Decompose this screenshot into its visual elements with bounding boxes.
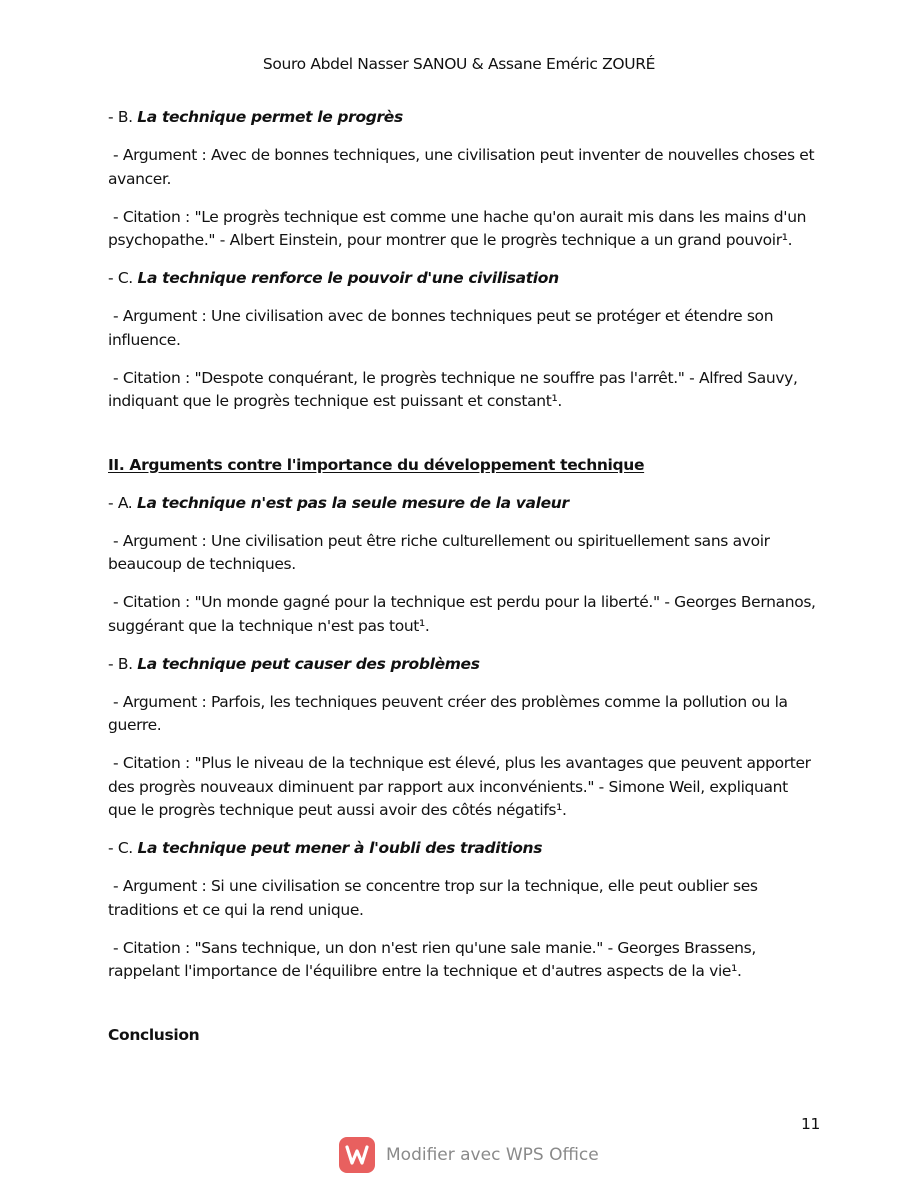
argument-paragraph — [108, 875, 818, 922]
subheading-title: La technique permet le progrès — [137, 108, 403, 126]
paragraph-text: - Citation : "Le progrès technique est comme une hache qu'on aurait mis dans les mains d'un psychopathe." - Albert Einstein, pour montrer que le progrès technique a un grand pouvoir¹. — [108, 207, 807, 249]
section-heading-ii — [108, 454, 818, 478]
paragraph-text: - Citation : "Sans technique, un don n'est rien qu'une sale manie." - Georges Brassens, rappelant l'importance de l'équilibre entre la technique et d'autres aspects de la vie¹. — [108, 938, 756, 980]
citation-paragraph — [108, 937, 818, 984]
document-body — [108, 106, 818, 1062]
subheading-a-value — [108, 492, 818, 516]
page-header — [0, 53, 918, 75]
citation-paragraph — [108, 752, 818, 823]
argument-paragraph — [108, 691, 818, 738]
conclusion-heading-text: Conclusion — [108, 1025, 200, 1044]
paragraph-text: - Argument : Une civilisation peut être riche culturellement ou spirituellement sans avoir beaucoup de techniques. — [108, 531, 770, 573]
paragraph-text: - Argument : Avec de bonnes techniques, une civilisation peut inventer de nouvelles choses et avancer. — [108, 146, 815, 188]
argument-paragraph — [108, 305, 818, 352]
paragraph-text: - Argument : Une civilisation avec de bonnes techniques peut se protéger et étendre son influence. — [108, 307, 774, 349]
subheading-b-problems — [108, 653, 818, 677]
page-number: 11 — [800, 1115, 820, 1133]
subheading-prefix: - B. — [108, 108, 138, 126]
citation-paragraph — [108, 206, 818, 253]
wps-edit-banner[interactable] — [339, 1136, 599, 1174]
argument-paragraph — [108, 144, 818, 191]
subheading-b-progress — [108, 106, 818, 130]
subheading-prefix: - C. — [108, 839, 138, 857]
subheading-prefix: - B. — [108, 654, 138, 673]
subheading-prefix: - C. — [108, 269, 138, 287]
subheading-title: La technique peut causer des problèmes — [137, 654, 480, 673]
subheading-title: La technique renforce le pouvoir d'une civilisation — [137, 269, 559, 287]
paragraph-text: - Citation : "Un monde gagné pour la technique est perdu pour la liberté." - Georges Bernanos, suggérant que la technique n'est pas tout¹. — [108, 593, 816, 635]
subheading-prefix: - A. — [108, 493, 137, 512]
wps-edit-label[interactable]: Modifier avec WPS Office — [386, 1145, 599, 1165]
paragraph-text: - Citation : "Despote conquérant, le progrès technique ne souffre pas l'arrêt." - Alfred Sauvy, indiquant que le progrès technique est puissant et constant¹. — [108, 368, 798, 410]
citation-paragraph — [108, 367, 818, 414]
argument-paragraph — [108, 530, 818, 577]
wps-logo-icon — [339, 1137, 375, 1173]
subheading-title: La technique peut mener à l'oubli des traditions — [137, 839, 543, 857]
section-heading-text: II. Arguments contre l'importance du développement technique — [108, 455, 645, 474]
header-authors: Souro Abdel Nasser SANOU & Assane Eméric ZOURÉ — [262, 55, 656, 73]
subheading-title: La technique n'est pas la seule mesure de la valeur — [136, 493, 569, 512]
paragraph-text: - Argument : Si une civilisation se concentre trop sur la technique, elle peut oublier ses traditions et ce qui la rend unique. — [108, 877, 758, 919]
paragraph-text: - Argument : Parfois, les techniques peuvent créer des problèmes comme la pollution ou la guerre. — [108, 692, 788, 734]
conclusion-heading — [108, 1024, 818, 1048]
paragraph-text: - Citation : "Plus le niveau de la technique est élevé, plus les avantages que peuvent apporter des progrès nouveaux diminuent par rapport aux inconvénients." - Simone Weil, expliquant que le progrès technique peut aussi avoir des côtés négatifs¹. — [108, 754, 811, 819]
subheading-c-power — [108, 267, 818, 291]
citation-paragraph — [108, 591, 818, 638]
subheading-c-traditions — [108, 837, 818, 861]
